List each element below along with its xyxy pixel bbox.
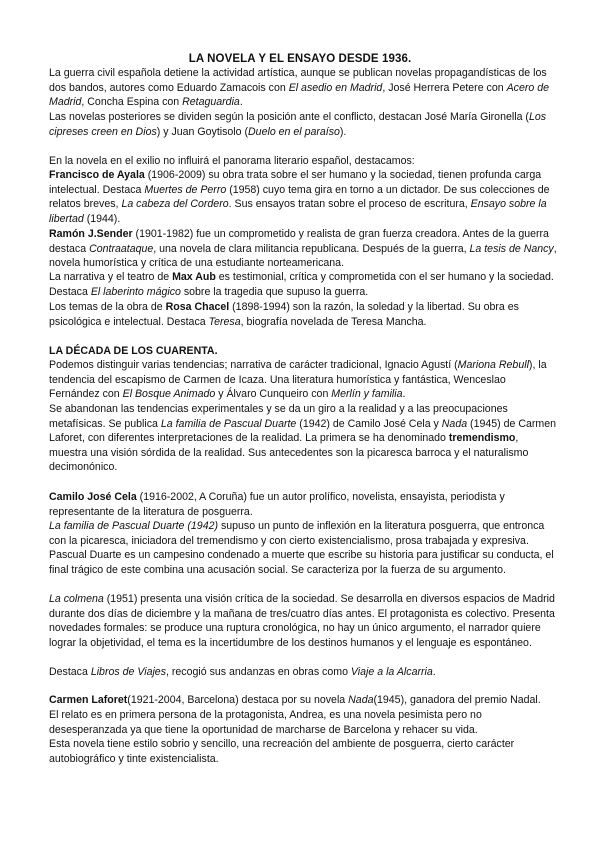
cela-name: Camilo José Cela	[49, 491, 137, 503]
laforet-paragraph-2: El relato es en primera persona de la protagonista, Andrea, es una novela pesimista pero no desesperanzada ya que tiene la oportunidad de marcharse de Barcelona y rehacer su vida.	[49, 709, 482, 736]
cela-paragraph-2: La familia de Pascual Duarte (1942) supuso un punto de inflexión en la literatura posguerra, que entronca con la picaresca, iniciadora del tremendismo y con cierto existencialismo, prosa trabajada y expresiva. Pascual Duarte es un campesino condenado a muerte que escribe su historia para justificar su conducta, el final trágico de este combina una acusación social. Se caracteriza por la fuerza de su argumento.	[49, 520, 554, 576]
forties-heading: LA DÉCADA DE LOS CUARENTA.	[49, 345, 218, 357]
laforet-paragraph-1: Carmen Laforet(1921-2004, Barcelona) destaca por su novela Nada(1945), ganadora del premio Nadal.	[49, 694, 541, 706]
cela-paragraph-1: Camilo José Cela (1916-2002, A Coruña) fue un autor prolífico, novelista, ensayista, periodista y representante de la literatura de posguerra.	[49, 491, 505, 518]
exile-intro: En la novela en el exilio no influirá el panorama literario español, destacamos:	[49, 155, 415, 167]
forties-paragraph-1: Podemos distinguir varias tendencias; narrativa de carácter tradicional, Ignacio Agustí (Mariona Rebull), la tendencia del escapismo de Carmen de Icaza. Una literatura humorística y fantástica, Wenceslao Fernández con El Bosque Animado y Álvaro Cunqueiro con Merlín y familia.	[49, 359, 547, 401]
chacel-paragraph: Los temas de la obra de Rosa Chacel (1898-1994) son la razón, la soledad y la libertad. Su obra es psicológica e intelectual. Destaca Teresa, biografía novelada de Teresa Mancha.	[49, 301, 519, 328]
ayala-name: Francisco de Ayala	[49, 169, 145, 181]
cela-paragraph-3: La colmena (1951) presenta una visión crítica de la sociedad. Se desarrolla en diversos espacios de Madrid durante dos días de diciembre y la mañana de tres/cuatro días antes. El protagonista es colectivo. Presenta novedades formales: se produce una ruptura cronológica, no hay un único argumento, el narrador quiere lograr la objetividad, el tema es la incertidumbre de los destinos humanos y el lenguaje es espontáneo.	[49, 593, 555, 649]
laforet-paragraph-3: Esta novela tiene estilo sobrio y sencillo, una recreación del ambiente de posguerra, cierto carácter autobiográfico y tinte existencialista.	[49, 738, 515, 765]
document-title: LA NOVELA Y EL ENSAYO DESDE 1936.	[188, 53, 412, 65]
intro-paragraph-2: Las novelas posteriores se dividen según la posición ante el conflicto, destacan José María Gironella (Los cipreses creen en Dios) y Juan Goytisolo (Duelo en el paraíso).	[49, 111, 547, 138]
intro-paragraph-1: La guerra civil española detiene la actividad artística, aunque se publican novelas propagandísticas de los dos bandos, autores como Eduardo Zamacois con El asedio en Madrid, José Herrera Petere con Acero de Madrid, Concha Espina con Retaguardia.	[49, 67, 549, 109]
aub-paragraph: La narrativa y el teatro de Max Aub es testimonial, crítica y comprometida con el ser humano y la sociedad. Destaca El laberinto mágico sobre la tragedia que supuso la guerra.	[49, 271, 554, 298]
sender-name: Ramón J.Sender	[49, 228, 133, 240]
tremendismo-term: tremendismo	[448, 432, 516, 445]
cela-paragraph-4: Destaca Libros de Viajes, recogió sus andanzas en obras como Viaje a la Alcarria.	[49, 666, 436, 678]
ayala-paragraph: Francisco de Ayala (1906-2009) su obra trata sobre el ser humano y la sociedad, tienen profunda carga intelectual. Destaca Muertes de Perro (1958) cuyo tema gira en torno a un dictador. De sus colecciones de relatos breves, La cabeza del Cordero. Sus ensayos tratan sobre el proceso de escritura, Ensayo sobre la libertad (1944).	[49, 169, 550, 225]
chacel-name: Rosa Chacel	[165, 301, 230, 313]
laforet-name: Carmen Laforet	[49, 694, 128, 706]
aub-name: Max Aub	[172, 271, 216, 283]
forties-paragraph-2: Se abandonan las tendencias experimentales y se da un giro a la realidad y a las preocupaciones metafísicas. Se publica La familia de Pascual Duarte (1942) de Camilo José Cela y Nada (1945) de Carmen Laforet, con diferentes interpretaciones de la realidad. La primera se ha denominado tremendismo, muestra una visión sórdida de la realidad. Sus antecedentes son la picaresca barroca y el naturalismo decimonónico.	[49, 403, 557, 474]
sender-paragraph: Ramón J.Sender (1901-1982) fue un comprometido y realista de gran fuerza creadora. Antes de la guerra destaca Contraataque, una novela de clara militancia republicana. Después de la guerra, La tesis de Nancy, novela humorística y crítica de una estudiante norteamericana.	[49, 228, 557, 270]
